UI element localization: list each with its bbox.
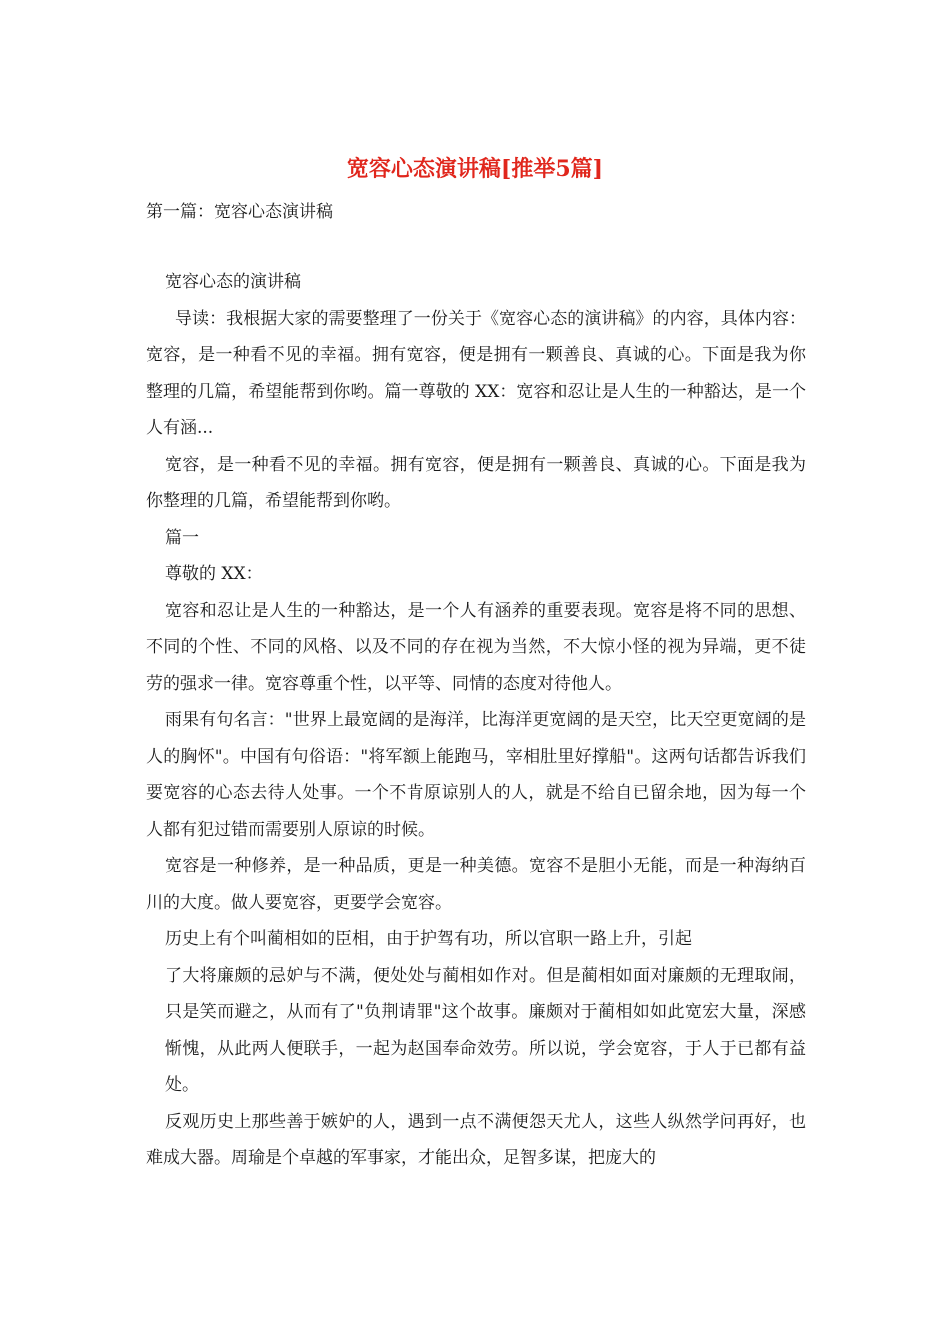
- paragraph-body-continued: 了大将廉颇的忌妒与不满，便处处与蔺相如作对。但是蔺相如面对廉颇的无理取闹，只是笑而避之，从而有了"负荆请罪"这个故事。廉颇对于蔺相如如此宽宏大量，深感惭愧，从此两人便联手，一起为赵国奉命效劳。所以说，学会宽容，于人于已都有益处。: [165, 965, 806, 1095]
- paragraph-salutation: 尊敬的 XX：: [165, 564, 263, 584]
- document-body: [146, 264, 806, 1177]
- document-title: 宽容心态演讲稿[推举5篇]: [346, 156, 604, 182]
- paragraph-body: 宽容是一种修养，是一种品质，更是一种美德。宽容不是胆小无能，而是一种海纳百川的大度。做人要宽容，更要学会宽容。: [146, 856, 806, 913]
- paragraph-body: 反观历史上那些善于嫉妒的人，遇到一点不满便怨天尤人，这些人纵然学问再好，也难成大器。周瑜是个卓越的军事家，才能出众，足智多谋，把庞大的: [146, 1111, 806, 1168]
- paragraph-summary: 宽容，是一种看不见的幸福。拥有宽容，便是拥有一颗善良、真诚的心。下面是我为你整理的几篇，希望能帮到你哟。: [146, 454, 806, 511]
- paragraph-body: 历史上有个叫蔺相如的臣相，由于护驾有功，所以官职一路上升，引起: [165, 929, 692, 949]
- paragraph-body: 雨果有句名言："世界上最宽阔的是海洋，比海洋更宽阔的是天空，比天空更宽阔的是人的胸怀"。中国有句俗语："将军额上能跑马，宰相肚里好撑船"。这两句话都告诉我们要宽容的心态去待人处事。一个不肯原谅别人的人，就是不给自已留余地，因为每一个人都有犯过错而需要别人原谅的时候。: [146, 710, 806, 840]
- paragraph-body: 宽容和忍让是人生的一种豁达，是一个人有涵养的重要表现。宽容是将不同的思想、不同的个性、不同的风格、以及不同的存在视为当然，不大惊小怪的视为异端，更不徒劳的强求一律。宽容尊重个性，以平等、同情的态度对待他人。: [146, 600, 806, 694]
- paragraph-part-one-heading: 篇一: [165, 527, 199, 548]
- section-heading: 第一篇：宽容心态演讲稿: [146, 202, 333, 222]
- paragraph-speech-title: 宽容心态的演讲稿: [165, 272, 301, 292]
- paragraph-intro: 导读：我根据大家的需要整理了一份关于《宽容心态的演讲稿》的内容，具体内容：宽容，是一种看不见的幸福。拥有宽容，便是拥有一颗善良、真诚的心。下面是我为你整理的几篇，希望能帮到你哟。篇一尊敬的 XX：宽容和忍让是人生的一种豁达，是一个人有涵...: [146, 308, 806, 438]
